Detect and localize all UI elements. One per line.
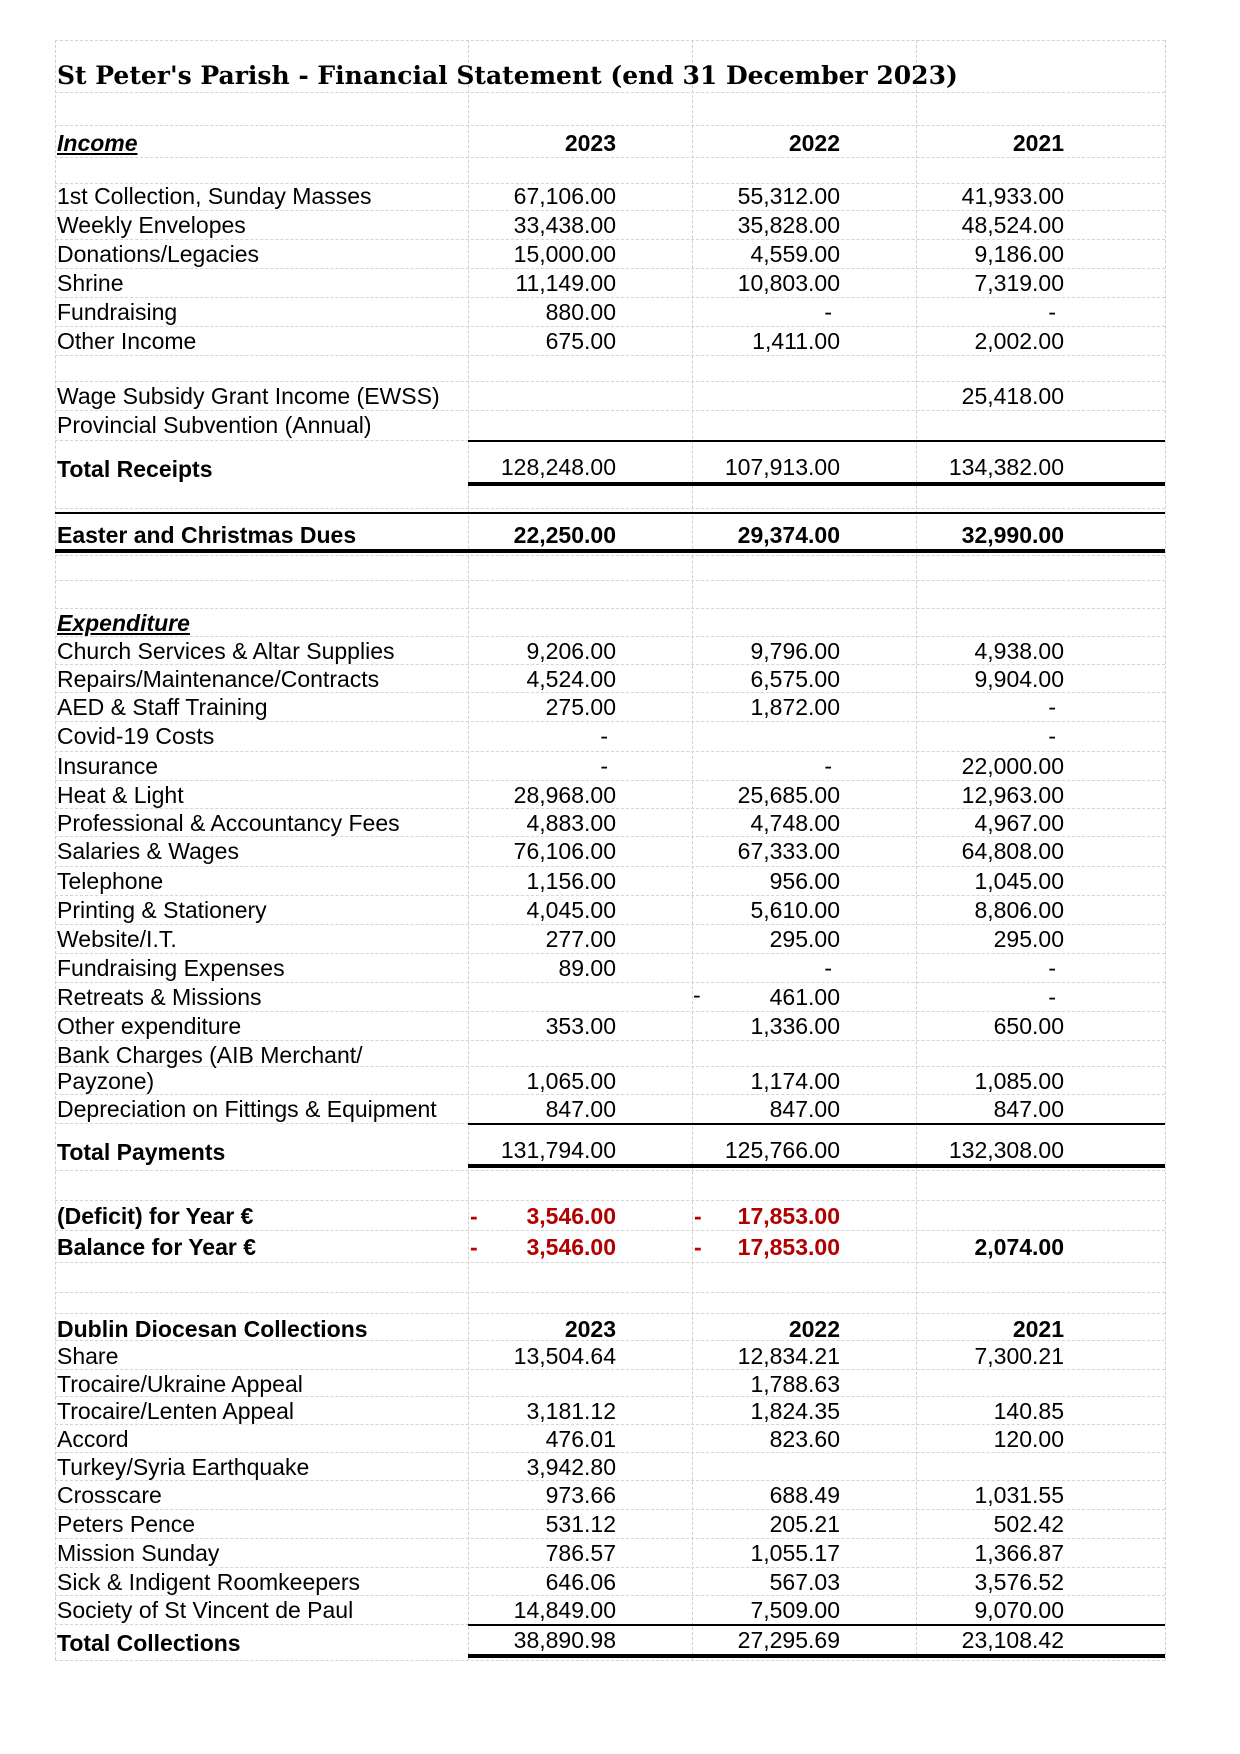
gridline <box>55 92 1165 93</box>
value-2021: 502.42 <box>993 1511 1064 1537</box>
total-payments-2022: 125,766.00 <box>724 1137 840 1163</box>
row-label: Sick & Indigent Roomkeepers <box>57 1569 360 1595</box>
value-2023: 476.01 <box>545 1426 616 1452</box>
rule-below-dues <box>55 549 1165 553</box>
value-2021: 8,806.00 <box>974 897 1064 923</box>
gridline <box>55 1538 1165 1539</box>
gridline <box>55 1230 1165 1231</box>
diocesan-heading: Dublin Diocesan Collections <box>57 1316 368 1342</box>
rule-above-total-receipts <box>468 440 1165 442</box>
gridline <box>55 1424 1165 1425</box>
row-label: Trocaire/Lenten Appeal <box>57 1398 294 1424</box>
value-2021: - <box>1048 723 1056 749</box>
row-label: Repairs/Maintenance/Contracts <box>57 666 380 692</box>
row-label: Insurance <box>57 753 159 779</box>
value-2023: 11,149.00 <box>515 270 616 296</box>
year-header-2023: 2023 <box>564 130 616 156</box>
negative-sign: - <box>694 1234 702 1260</box>
total-payments-2023: 131,794.00 <box>500 1137 616 1163</box>
total-collections-2023: 38,890.98 <box>513 1627 616 1653</box>
gridline <box>55 953 1165 954</box>
value-2022: - <box>824 955 832 981</box>
value-2022: 461.00 <box>769 984 840 1010</box>
row-label: Retreats & Missions <box>57 984 262 1010</box>
value-2023: 277.00 <box>545 926 616 952</box>
value-2022: 1,411.00 <box>752 328 840 354</box>
total-receipts-label: Total Receipts <box>57 456 213 482</box>
value-2021: 7,319.00 <box>974 270 1064 296</box>
total-receipts-2023: 128,248.00 <box>500 454 616 480</box>
gridline <box>55 1452 1165 1453</box>
total-collections-2022: 27,295.69 <box>737 1627 840 1653</box>
row-label: Trocaire/Ukraine Appeal <box>57 1371 303 1397</box>
value-2022: 35,828.00 <box>737 212 840 238</box>
value-2023: 353.00 <box>545 1013 616 1039</box>
value-2021: 4,938.00 <box>974 638 1064 664</box>
gridline <box>55 410 1165 411</box>
value-2022: 6,575.00 <box>750 666 840 692</box>
value-2022: 567.03 <box>769 1569 840 1595</box>
value-2021: 1,045.00 <box>974 868 1064 894</box>
value-2021: 2,002.00 <box>974 328 1064 354</box>
gridline <box>55 239 1165 240</box>
gridline <box>55 692 1165 693</box>
gridline <box>55 580 1165 581</box>
value-2021: 847.00 <box>993 1096 1064 1122</box>
value-2022: 55,312.00 <box>737 183 840 209</box>
row-label: Telephone <box>57 868 164 894</box>
gridline <box>55 866 1165 867</box>
value-2021: 4,967.00 <box>974 810 1064 836</box>
row-label: Society of St Vincent de Paul <box>57 1597 354 1623</box>
year-header-2022: 2022 <box>788 130 840 156</box>
value-2023: 13,504.64 <box>513 1343 616 1369</box>
gridline <box>55 555 1165 556</box>
value-2022: 5,610.00 <box>750 897 840 923</box>
value-2021: 9,904.00 <box>974 666 1064 692</box>
gridline <box>55 355 1165 356</box>
value-2023: 675.00 <box>545 328 616 354</box>
gridline <box>55 297 1165 298</box>
total-payments-label: Total Payments <box>57 1139 226 1165</box>
row-label: AED & Staff Training <box>57 694 268 720</box>
negative-sign: - <box>470 1203 478 1229</box>
negative-sign: - <box>694 1203 702 1229</box>
value-2023: 76,106.00 <box>513 838 616 864</box>
value-2023: 973.66 <box>545 1482 616 1508</box>
gridline <box>55 1292 1165 1293</box>
balance-2022: 17,853.00 <box>737 1234 840 1260</box>
gridline <box>55 664 1165 665</box>
year-header-2021: 2021 <box>1012 130 1064 156</box>
gridline <box>55 1660 1165 1661</box>
value-2021: - <box>1048 955 1056 981</box>
value-2021: 3,576.52 <box>974 1569 1064 1595</box>
gridline <box>55 381 1165 382</box>
gridline <box>55 751 1165 752</box>
value-2023: 4,883.00 <box>526 810 616 836</box>
gridline <box>55 895 1165 896</box>
value-2022: 12,834.21 <box>737 1343 840 1369</box>
row-label: Church Services & Altar Supplies <box>57 638 395 664</box>
value-2023: 3,942.80 <box>526 1454 616 1480</box>
diocesan-year-2023: 2023 <box>564 1316 616 1342</box>
value-2023: 89.00 <box>558 955 616 981</box>
value-2023: - <box>600 723 608 749</box>
value-2023: 847.00 <box>545 1096 616 1122</box>
value-2021: 1,085.00 <box>974 1068 1064 1094</box>
value-2022: 956.00 <box>769 868 840 894</box>
gridline <box>55 982 1165 983</box>
deficit-label: (Deficit) for Year € <box>57 1203 254 1229</box>
balance-label: Balance for Year € <box>57 1234 257 1260</box>
value-2022: 295.00 <box>769 926 840 952</box>
balance-2023: 3,546.00 <box>526 1234 616 1260</box>
row-label: Share <box>57 1343 119 1369</box>
total-payments-2021: 132,308.00 <box>948 1137 1064 1163</box>
value-2021: 1,031.55 <box>974 1482 1064 1508</box>
gridline <box>55 1369 1165 1370</box>
row-label: Depreciation on Fittings & Equipment <box>57 1096 437 1122</box>
gridline <box>55 836 1165 837</box>
value-2021: 12,963.00 <box>961 782 1064 808</box>
value-2021: 25,418.00 <box>961 383 1064 409</box>
value-2022: 823.60 <box>769 1426 840 1452</box>
value-2021: 22,000.00 <box>961 753 1064 779</box>
gridline <box>55 40 1165 41</box>
double-rule-total-receipts <box>468 482 1165 486</box>
value-2023: 28,968.00 <box>513 782 616 808</box>
row-label: 1st Collection, Sunday Masses <box>57 183 372 209</box>
gridline <box>55 1509 1165 1510</box>
value-2022: 1,824.35 <box>750 1398 840 1424</box>
value-2021: - <box>1048 694 1056 720</box>
value-2023: 880.00 <box>545 299 616 325</box>
double-rule-total-payments <box>468 1164 1165 1168</box>
value-2023: 531.12 <box>545 1511 616 1537</box>
value-2023: 275.00 <box>545 694 616 720</box>
value-2022: 1,788.63 <box>750 1371 840 1397</box>
gridline <box>55 326 1165 327</box>
value-2023: 14,849.00 <box>513 1597 616 1623</box>
value-2021: - <box>1048 299 1056 325</box>
value-2022: 1,872.00 <box>750 694 840 720</box>
gridline <box>55 1480 1165 1481</box>
dues-2023: 22,250.00 <box>513 522 616 548</box>
row-label: Covid-19 Costs <box>57 723 215 749</box>
negative-sign: - <box>693 982 701 1008</box>
deficit-2022: 17,853.00 <box>737 1203 840 1229</box>
rule-above-total-collections <box>468 1624 1165 1626</box>
value-2022: 7,509.00 <box>750 1597 840 1623</box>
value-2021: 140.85 <box>993 1398 1064 1424</box>
rule-above-total-payments <box>468 1123 1165 1125</box>
value-2022: 9,796.00 <box>750 638 840 664</box>
row-label: Peters Pence <box>57 1511 196 1537</box>
value-2023: 9,206.00 <box>526 638 616 664</box>
gridline <box>55 1313 1165 1314</box>
row-label: Other Income <box>57 328 197 354</box>
gridline <box>55 1094 1165 1095</box>
value-2022: 1,336.00 <box>750 1013 840 1039</box>
row-label: Accord <box>57 1426 129 1452</box>
row-label: Crosscare <box>57 1482 162 1508</box>
row-label: Fundraising Expenses <box>57 955 285 981</box>
value-2023: 15,000.00 <box>513 241 616 267</box>
gridline <box>55 1200 1165 1201</box>
row-label: Fundraising <box>57 299 178 325</box>
value-2022: 4,748.00 <box>750 810 840 836</box>
gridline <box>55 1170 1165 1171</box>
value-2022: 1,174.00 <box>750 1068 840 1094</box>
gridline <box>55 808 1165 809</box>
row-label: Weekly Envelopes <box>57 212 246 238</box>
gridline <box>55 157 1165 158</box>
value-2022: 688.49 <box>769 1482 840 1508</box>
gridline <box>55 125 1165 126</box>
dues-label: Easter and Christmas Dues <box>57 522 357 548</box>
diocesan-year-2021: 2021 <box>1012 1316 1064 1342</box>
gridline <box>55 636 1165 637</box>
value-2021: 650.00 <box>993 1013 1064 1039</box>
value-2021: 41,933.00 <box>961 183 1064 209</box>
value-2022: - <box>824 753 832 779</box>
income-heading: Income <box>57 130 138 156</box>
gridline <box>55 780 1165 781</box>
dues-2022: 29,374.00 <box>737 522 840 548</box>
value-2022: 4,559.00 <box>750 241 840 267</box>
value-2023: 4,045.00 <box>526 897 616 923</box>
value-2021: 120.00 <box>993 1426 1064 1452</box>
row-label: Mission Sunday <box>57 1540 220 1566</box>
value-2023: 786.57 <box>545 1540 616 1566</box>
value-2022: 1,055.17 <box>750 1540 840 1566</box>
total-collections-2021: 23,108.42 <box>961 1627 1064 1653</box>
gridline <box>55 1011 1165 1012</box>
value-2022: 25,685.00 <box>737 782 840 808</box>
total-collections-label: Total Collections <box>57 1630 241 1656</box>
total-receipts-2022: 107,913.00 <box>724 454 840 480</box>
gridline <box>55 924 1165 925</box>
value-2023: 67,106.00 <box>513 183 616 209</box>
dues-2021: 32,990.00 <box>961 522 1064 548</box>
value-2021: 1,366.87 <box>974 1540 1064 1566</box>
gridline <box>55 721 1165 722</box>
deficit-2023: 3,546.00 <box>526 1203 616 1229</box>
value-2022: 10,803.00 <box>737 270 840 296</box>
value-2023: 33,438.00 <box>513 212 616 238</box>
row-label: Website/I.T. <box>57 926 177 952</box>
value-2022: 205.21 <box>769 1511 840 1537</box>
value-2021: 9,070.00 <box>974 1597 1064 1623</box>
gridline <box>55 1567 1165 1568</box>
gridline <box>55 508 1165 509</box>
value-2021: - <box>1048 984 1056 1010</box>
row-label: Other expenditure <box>57 1013 242 1039</box>
row-label-continued: Payzone) <box>57 1068 155 1094</box>
row-label: Heat & Light <box>57 782 184 808</box>
value-2023: - <box>600 753 608 779</box>
value-2023: 1,156.00 <box>526 868 616 894</box>
row-label: Provincial Subvention (Annual) <box>57 412 372 438</box>
row-label: Salaries & Wages <box>57 838 239 864</box>
balance-2021: 2,074.00 <box>974 1234 1064 1260</box>
row-label: Donations/Legacies <box>57 241 260 267</box>
gridline <box>55 608 1165 609</box>
value-2022: 847.00 <box>769 1096 840 1122</box>
value-2023: 3,181.12 <box>526 1398 616 1424</box>
row-label: Turkey/Syria Earthquake <box>57 1454 310 1480</box>
rule-above-dues <box>55 512 1165 514</box>
value-2022: 67,333.00 <box>737 838 840 864</box>
row-label: Shrine <box>57 270 124 296</box>
negative-sign: - <box>470 1234 478 1260</box>
double-rule-total-collections <box>468 1654 1165 1658</box>
value-2021: 9,186.00 <box>974 241 1064 267</box>
row-label: Bank Charges (AIB Merchant/ <box>57 1042 363 1068</box>
gridline <box>55 210 1165 211</box>
gridline <box>55 1595 1165 1596</box>
value-2023: 1,065.00 <box>526 1068 616 1094</box>
row-label: Wage Subsidy Grant Income (EWSS) <box>57 383 440 409</box>
total-receipts-2021: 134,382.00 <box>948 454 1064 480</box>
row-label: Printing & Stationery <box>57 897 267 923</box>
value-2021: 64,808.00 <box>961 838 1064 864</box>
gridline <box>55 1262 1165 1263</box>
page-title: St Peter's Parish - Financial Statement (end 31 December 2023) <box>57 61 958 90</box>
value-2021: 295.00 <box>993 926 1064 952</box>
value-2023: 4,524.00 <box>526 666 616 692</box>
row-label: Professional & Accountancy Fees <box>57 810 400 836</box>
value-2021: 48,524.00 <box>961 212 1064 238</box>
diocesan-year-2022: 2022 <box>788 1316 840 1342</box>
expenditure-heading: Expenditure <box>57 610 190 636</box>
gridline <box>55 268 1165 269</box>
value-2022: - <box>824 299 832 325</box>
gridline <box>55 1040 1165 1041</box>
value-2021: 7,300.21 <box>974 1343 1064 1369</box>
value-2023: 646.06 <box>545 1569 616 1595</box>
